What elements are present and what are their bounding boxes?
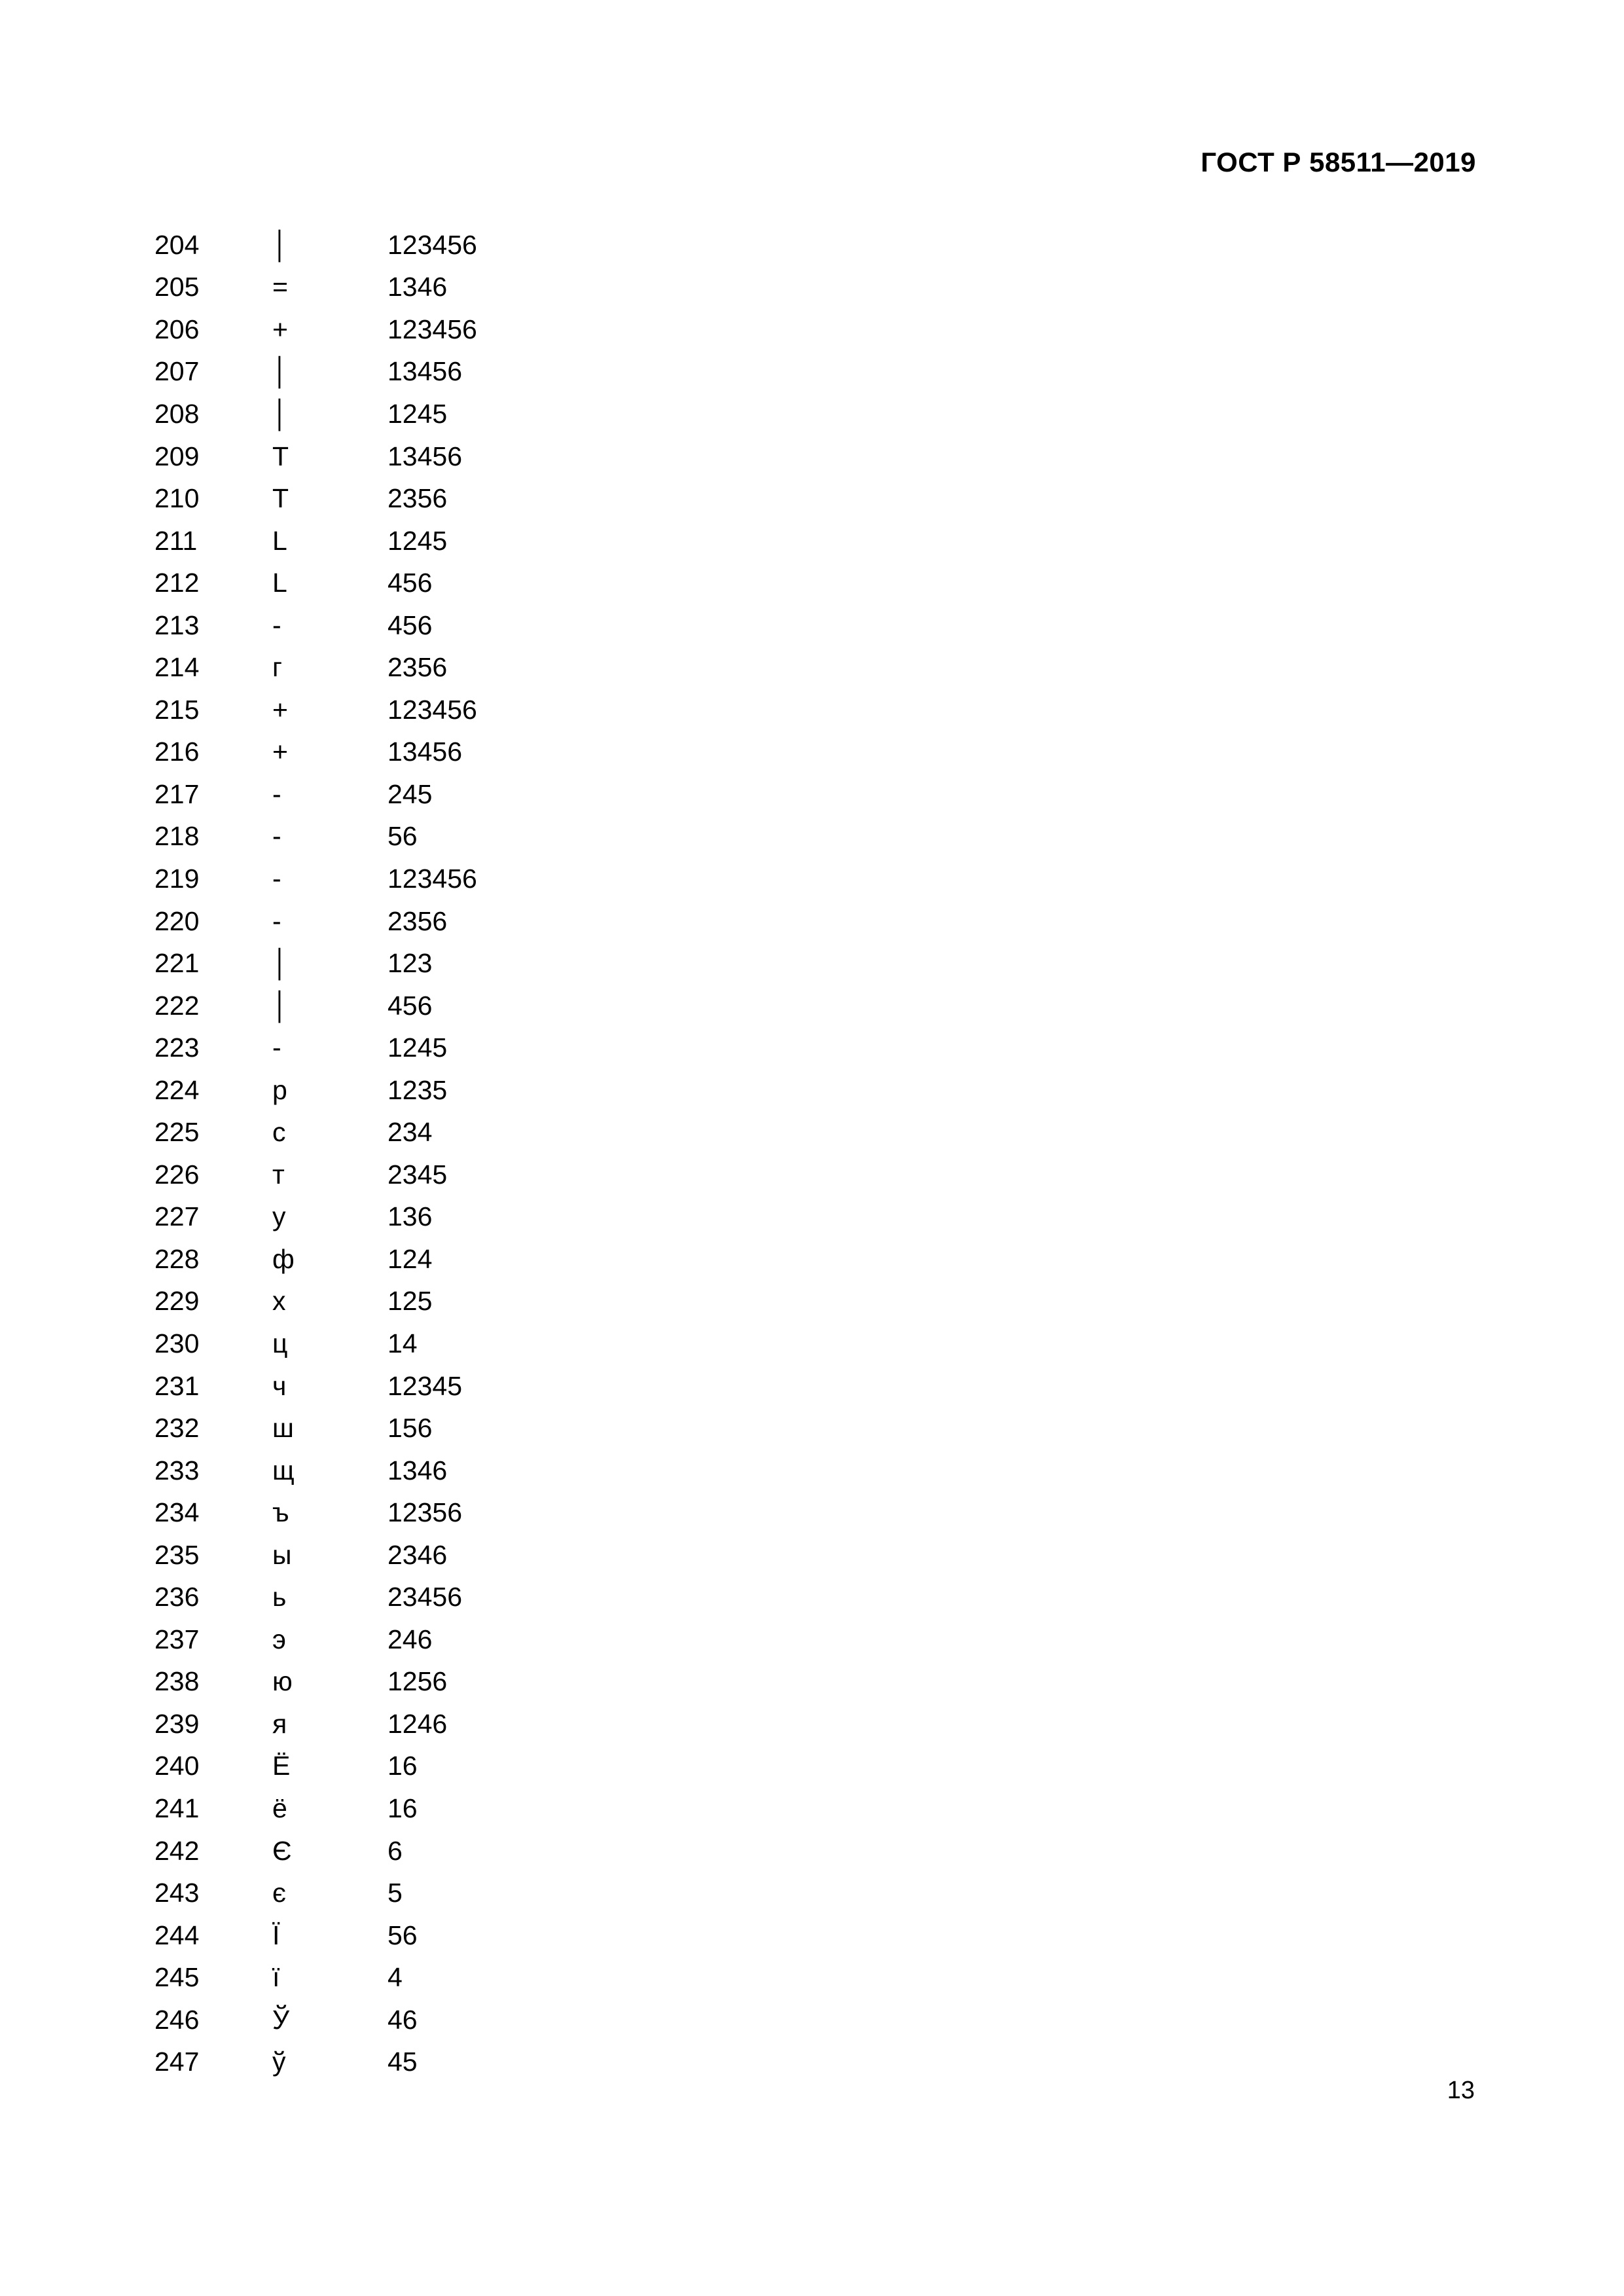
code-cell: 227 xyxy=(154,1201,200,1232)
dots-cell: 456 xyxy=(388,990,433,1021)
symbol-cell: ї xyxy=(272,1962,280,1993)
dots-cell: 123 xyxy=(388,948,433,979)
symbol-cell: L xyxy=(272,525,287,556)
dots-cell: 46 xyxy=(388,2004,418,2035)
dots-cell: 2346 xyxy=(388,1539,448,1570)
code-cell: 225 xyxy=(154,1117,200,1148)
table-row xyxy=(154,520,584,562)
code-cell: 226 xyxy=(154,1159,200,1190)
code-cell: 216 xyxy=(154,737,200,767)
dots-cell: 13456 xyxy=(388,441,463,471)
dots-cell: 6 xyxy=(388,1835,403,1866)
code-cell: 206 xyxy=(154,314,200,344)
table-row xyxy=(154,1618,584,1661)
dots-cell: 16 xyxy=(388,1793,418,1823)
dots-cell: 16 xyxy=(388,1751,418,1781)
symbol-cell: ш xyxy=(272,1413,294,1444)
table-row xyxy=(154,604,584,647)
symbol-cell: - xyxy=(272,1032,281,1063)
code-cell: 246 xyxy=(154,2004,200,2035)
code-cell: 230 xyxy=(154,1328,200,1358)
code-cell: 224 xyxy=(154,1074,200,1105)
code-cell: 207 xyxy=(154,356,200,387)
table-row xyxy=(154,477,584,520)
dots-cell: 2345 xyxy=(388,1159,448,1190)
code-cell: 213 xyxy=(154,610,200,640)
dots-cell: 246 xyxy=(388,1624,433,1654)
dots-cell: 245 xyxy=(388,778,433,809)
table-row xyxy=(154,1872,584,1914)
code-cell: 220 xyxy=(154,905,200,936)
table-row xyxy=(154,1534,584,1576)
dots-cell: 2356 xyxy=(388,652,448,683)
symbol-cell: щ xyxy=(272,1455,295,1485)
table-row xyxy=(154,1830,584,1872)
symbol-cell: я xyxy=(272,1708,287,1739)
table-row xyxy=(154,689,584,731)
table-row xyxy=(154,393,584,435)
dots-cell: 56 xyxy=(388,1920,418,1950)
symbol-cell: ф xyxy=(272,1243,295,1274)
table-row xyxy=(154,942,584,985)
symbol-cell: T xyxy=(272,441,289,471)
symbol-cell: ю xyxy=(272,1666,293,1697)
dots-cell: 56 xyxy=(388,821,418,852)
symbol-cell: у xyxy=(272,1201,286,1232)
table-row xyxy=(154,1491,584,1534)
table-row xyxy=(154,224,584,266)
symbol-cell: ы xyxy=(272,1539,292,1570)
code-cell: 209 xyxy=(154,441,200,471)
document-number: ГОСТ Р 58511—2019 xyxy=(1200,147,1476,177)
symbol-cell: ц xyxy=(272,1328,288,1358)
table-row xyxy=(154,1281,584,1323)
code-cell: 217 xyxy=(154,778,200,809)
dots-cell: 125 xyxy=(388,1286,433,1317)
table-row xyxy=(154,1745,584,1788)
table-row xyxy=(154,1027,584,1069)
dots-cell: 1235 xyxy=(388,1074,448,1105)
code-cell: 242 xyxy=(154,1835,200,1866)
dots-cell: 123456 xyxy=(388,863,477,894)
dots-cell: 1245 xyxy=(388,1032,448,1063)
dots-cell: 2356 xyxy=(388,483,448,514)
symbol-cell: │ xyxy=(272,948,289,979)
dots-cell: 123456 xyxy=(388,694,477,725)
code-cell: 240 xyxy=(154,1751,200,1781)
symbol-cell: + xyxy=(272,694,288,725)
symbol-cell: т xyxy=(272,1159,285,1190)
table-row xyxy=(154,308,584,351)
table-row xyxy=(154,1069,584,1112)
symbol-cell: ь xyxy=(272,1582,287,1613)
code-cell: 238 xyxy=(154,1666,200,1697)
table-row xyxy=(154,1196,584,1239)
table-row xyxy=(154,1787,584,1830)
dots-cell: 12356 xyxy=(388,1497,463,1528)
symbol-cell: + xyxy=(272,314,288,344)
dots-cell: 1246 xyxy=(388,1708,448,1739)
table-row xyxy=(154,1703,584,1745)
code-cell: 234 xyxy=(154,1497,200,1528)
symbol-cell: │ xyxy=(272,398,289,429)
symbol-cell: L xyxy=(272,568,287,598)
table-row xyxy=(154,1365,584,1408)
code-cell: 221 xyxy=(154,948,200,979)
dots-cell: 234 xyxy=(388,1117,433,1148)
dots-cell: 5 xyxy=(388,1878,403,1908)
dots-cell: 1245 xyxy=(388,525,448,556)
code-cell: 231 xyxy=(154,1370,200,1401)
table-row xyxy=(154,1661,584,1704)
symbol-cell: - xyxy=(272,778,281,809)
symbol-cell: + xyxy=(272,737,288,767)
table-row xyxy=(154,562,584,604)
dots-cell: 1346 xyxy=(388,1455,448,1485)
code-cell: 233 xyxy=(154,1455,200,1485)
code-cell: 208 xyxy=(154,398,200,429)
code-cell: 228 xyxy=(154,1243,200,1274)
table-row xyxy=(154,1111,584,1154)
symbol-cell: ъ xyxy=(272,1497,289,1528)
symbol-cell: Є xyxy=(272,1835,292,1866)
table-row xyxy=(154,816,584,858)
dots-cell: 1346 xyxy=(388,272,448,302)
dots-cell: 123456 xyxy=(388,314,477,344)
code-cell: 245 xyxy=(154,1962,200,1993)
symbol-cell: Ў xyxy=(272,2004,290,2035)
dots-cell: 14 xyxy=(388,1328,418,1358)
dots-cell: 13456 xyxy=(388,356,463,387)
dots-cell: 2356 xyxy=(388,905,448,936)
table-row xyxy=(154,773,584,816)
dots-cell: 136 xyxy=(388,1201,433,1232)
table-row xyxy=(154,435,584,478)
table-row xyxy=(154,1407,584,1449)
dots-cell: 456 xyxy=(388,610,433,640)
dots-cell: 124 xyxy=(388,1243,433,1274)
table-row xyxy=(154,1154,584,1196)
dots-cell: 4 xyxy=(388,1962,403,1993)
table-row xyxy=(154,1999,584,2041)
symbol-cell: ў xyxy=(272,2047,286,2077)
dots-cell: 1256 xyxy=(388,1666,448,1697)
dots-cell: 1245 xyxy=(388,398,448,429)
code-cell: 229 xyxy=(154,1286,200,1317)
code-cell: 205 xyxy=(154,272,200,302)
dots-cell: 123456 xyxy=(388,229,477,260)
code-cell: 236 xyxy=(154,1582,200,1613)
table-row xyxy=(154,351,584,393)
table-row xyxy=(154,1322,584,1365)
code-cell: 210 xyxy=(154,483,200,514)
symbol-cell: - xyxy=(272,610,281,640)
code-cell: 211 xyxy=(154,525,198,556)
table-row xyxy=(154,1238,584,1281)
symbol-cell: - xyxy=(272,821,281,852)
code-cell: 239 xyxy=(154,1708,200,1739)
code-cell: 244 xyxy=(154,1920,200,1950)
dots-cell: 156 xyxy=(388,1413,433,1444)
code-table xyxy=(154,224,584,2083)
code-cell: 204 xyxy=(154,229,200,260)
dots-cell: 13456 xyxy=(388,737,463,767)
table-row xyxy=(154,900,584,943)
code-cell: 215 xyxy=(154,694,200,725)
code-cell: 219 xyxy=(154,863,200,894)
code-cell: 247 xyxy=(154,2047,200,2077)
symbol-cell: T xyxy=(272,483,289,514)
symbol-cell: с xyxy=(272,1117,286,1148)
code-cell: 235 xyxy=(154,1539,200,1570)
table-row xyxy=(154,1956,584,1999)
code-cell: 243 xyxy=(154,1878,200,1908)
table-row xyxy=(154,731,584,774)
symbol-cell: │ xyxy=(272,990,289,1021)
table-row xyxy=(154,2041,584,2084)
code-cell: 214 xyxy=(154,652,200,683)
symbol-cell: ч xyxy=(272,1370,287,1401)
symbol-cell: Ї xyxy=(272,1920,280,1950)
table-row xyxy=(154,1576,584,1619)
symbol-cell: х xyxy=(272,1286,286,1317)
symbol-cell: Ё xyxy=(272,1751,291,1781)
table-row xyxy=(154,1914,584,1957)
symbol-cell: │ xyxy=(272,229,289,260)
table-row xyxy=(154,1449,584,1492)
symbol-cell: ё xyxy=(272,1793,287,1823)
table-row xyxy=(154,266,584,309)
dots-cell: 45 xyxy=(388,2047,418,2077)
code-cell: 218 xyxy=(154,821,200,852)
code-cell: 241 xyxy=(154,1793,200,1823)
code-cell: 237 xyxy=(154,1624,200,1654)
dots-cell: 12345 xyxy=(388,1370,463,1401)
symbol-cell: = xyxy=(272,272,288,302)
symbol-cell: - xyxy=(272,863,281,894)
symbol-cell: │ xyxy=(272,356,289,387)
symbol-cell: р xyxy=(272,1074,287,1105)
table-row xyxy=(154,985,584,1027)
dots-cell: 23456 xyxy=(388,1582,463,1613)
table-row xyxy=(154,858,584,900)
code-cell: 212 xyxy=(154,568,200,598)
symbol-cell: э xyxy=(272,1624,286,1654)
page-number: 13 xyxy=(1447,2077,1475,2104)
dots-cell: 456 xyxy=(388,568,433,598)
code-cell: 222 xyxy=(154,990,200,1021)
symbol-cell: є xyxy=(272,1878,286,1908)
code-cell: 232 xyxy=(154,1413,200,1444)
table-row xyxy=(154,646,584,689)
symbol-cell: г xyxy=(272,652,282,683)
code-cell: 223 xyxy=(154,1032,200,1063)
symbol-cell: - xyxy=(272,905,281,936)
